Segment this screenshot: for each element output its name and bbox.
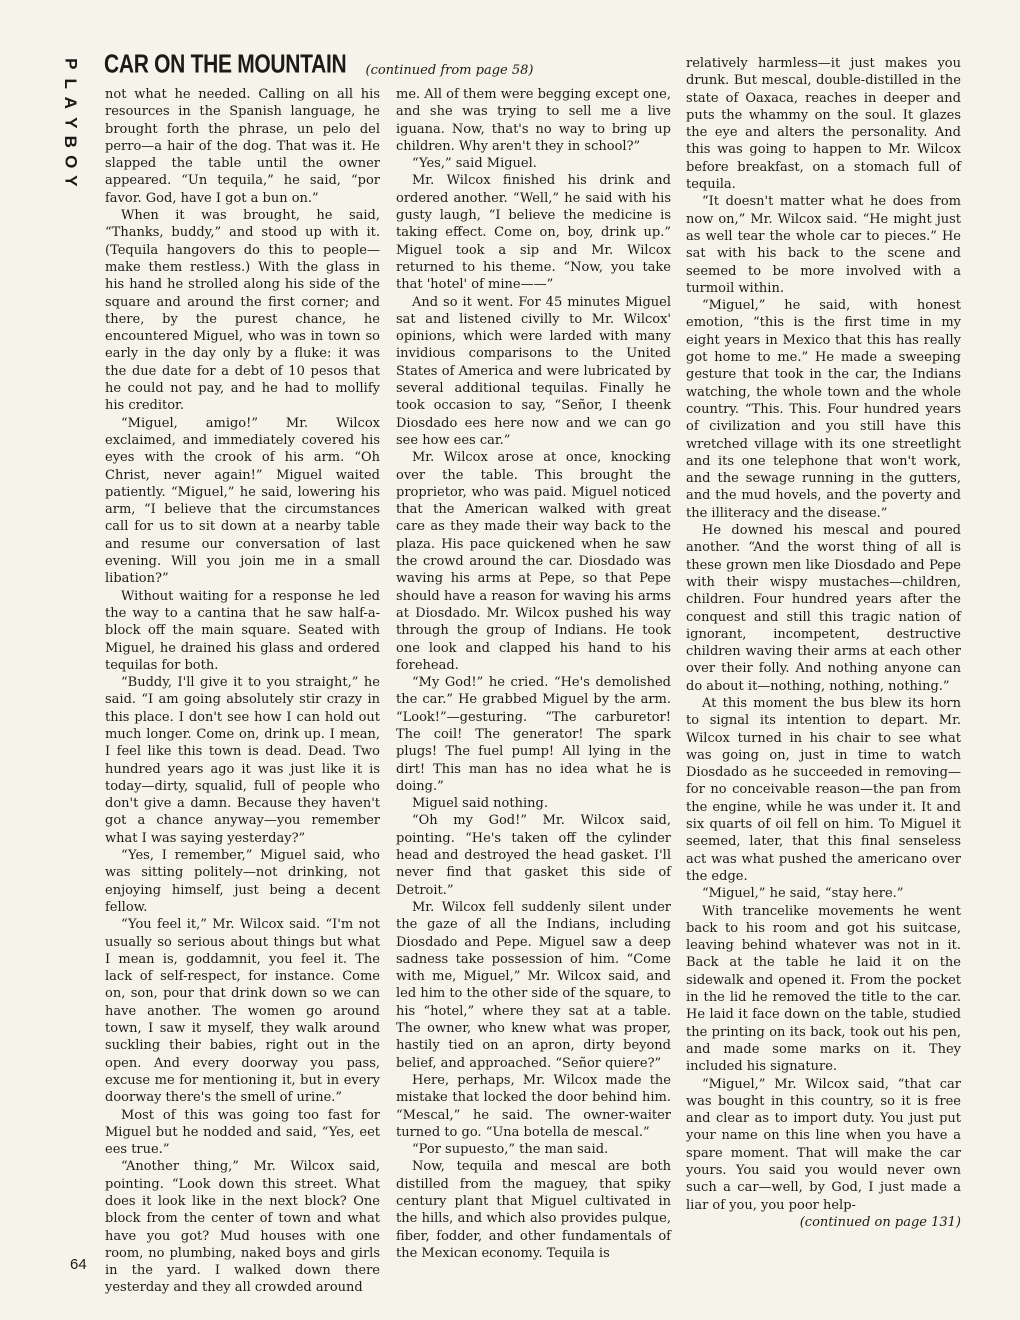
paragraph: Mr. Wilcox arose at once, knocking over the table. This brought the proprietor, who was paid. Miguel noticed that the American walked with great care as they made their way back to the plaza. His pace quickened when he saw the crowd around the car. Diosdado was waving his arms at Pepe, so that Pepe should have a reason for waving his arms at Diosdado. Mr. Wilcox pushed his way through the group of Indians. He took one look and clapped his hand to his forehead. — [396, 450, 671, 673]
paragraph: “Yes, I remember,” Miguel said, who was sitting politely—not drinking, not enjoying himself, just being a decent fellow. — [105, 848, 380, 915]
page-number: 64 — [70, 1256, 87, 1273]
magazine-letter: L — [61, 78, 81, 89]
continued-to-note: (continued on page 131) — [799, 1214, 961, 1230]
paragraph: relatively harmless—it just makes you drunk. But mescal, double-distilled in the state of Oaxaca, reaches in deeper and puts the whammy on the soul. It glazes the eye and alters the personality. And this was going to happen to Mr. Wilcox before breakfast, on a stomach full of tequila. — [686, 56, 961, 193]
paragraph: “Miguel,” Mr. Wilcox said, “that car was bought in this country, so it is free and clear as to import duty. You just put your name on this line when you have a spare moment. That will make the car yours. You said you would never own such a car—well, by God, I just made a liar of you, you poor help- — [686, 1076, 961, 1213]
magazine-letter: B — [61, 135, 81, 148]
paragraph: Mr. Wilcox fell suddenly silent under the gaze of all the Indians, including Diosdado and Pepe. Miguel saw a deep sadness take possession of him. “Come with me, Miguel,” Mr. Wilcox said, and led him to the other side of the square, to his “hotel,” where they sat at a table. The owner, who knew what was proper, hastily tied on an apron, dirty beyond belief, and approached. “Señor quiere?” — [396, 899, 671, 1071]
paragraph: Now, tequila and mescal are both distilled from the maguey, that spiky century plant that Miguel cultivated in the hills, and which also provides pulque, fiber, fodder, and other fundamentals of the Mexican economy. Tequila is — [396, 1159, 671, 1261]
magazine-letter: Y — [61, 116, 81, 128]
paragraph: “My God!” he cried. “He's demolished the car.” He grabbed Miguel by the arm. “Look!”—gesturing. “The carburetor! The coil! The generator! The spark plugs! The fuel pump! All lying in the dirt! This man has no idea what he is doing.” — [396, 675, 671, 794]
paragraph: Most of this was going too fast for Miguel but he nodded and said, “Yes, eet ees true.” — [105, 1107, 380, 1158]
magazine-letter: Y — [61, 175, 81, 187]
paragraph: Miguel said nothing. — [412, 796, 548, 812]
text-column-1 — [105, 86, 380, 1297]
text-column-2 — [396, 86, 671, 1262]
paragraph: “Yes,” said Miguel. — [412, 156, 537, 172]
article-headline — [104, 50, 534, 80]
paragraph: And so it went. For 45 minutes Miguel sat and listened civilly to Mr. Wilcox' opinions, which were larded with many invidious comparisons to the United States of America and were lubricated by several additional tequilas. Finally he took occasion to say, “Señor, I theenk Diosdado ees here now and we can go see how ees car.” — [396, 294, 671, 448]
paragraph: Without waiting for a response he led the way to a cantina that he saw half-a-block off the main square. Seated with Miguel, he drained his glass and ordered tequilas for both. — [105, 588, 380, 673]
paragraph: “Miguel, amigo!” Mr. Wilcox exclaimed, and immediately covered his eyes with the crook of his arm. “Oh Christ, never again!” Miguel waited patiently. “Miguel,” he said, lowering his arm, “I believe that the circumstances call for us to sit down at a nearby table and resume our conversation of last evening. Will you join me in a small libation?” — [105, 415, 380, 587]
paragraph: “It doesn't matter what he does from now on,” Mr. Wilcox said. “He might just as well tear the whole car to pieces.” He sat with his back to the scene and seemed to be more involved with a turmoil within. — [686, 194, 961, 296]
magazine-letter: P — [61, 58, 81, 70]
continued-from-note: (continued from page 58) — [365, 63, 534, 78]
paragraph: When it was brought, he said, “Thanks, buddy,” and stood up with it. (Tequila hangovers do this to people—make them restless.) With the glass in his hand he strolled along his side of the square and around the first corner; and there, by the purest chance, he encountered Miguel, who was in town so early in the day only by a fluke: it was the due date for a debt of 10 pesos that he could not pay, and he had to mollify his creditor. — [105, 208, 380, 414]
paragraph: “Por supuesto,” the man said. — [412, 1142, 609, 1158]
paragraph: Here, perhaps, Mr. Wilcox made the mistake that locked the door behind him. “Mescal,” he said. The owner-waiter turned to go. “Una botella de mescal.” — [396, 1072, 671, 1140]
magazine-letter: O — [61, 154, 81, 168]
paragraph: “Miguel,” he said, with honest emotion, “this is the first time in my eight years in Mexico that this has really got home to me.” He made a sweeping gesture that took in the car, the Indians watching, the whole town and the whole country. “This. This. Four hundred years of civilization and you still have this wretched village with its one streetlight and its one telephone that won't work, and the sewage running in the gutters, and the mud hovels, and the poverty and the illiteracy and the disease.” — [686, 298, 961, 521]
paragraph: He downed his mescal and poured another. “And the worst thing of all is these grown men like Diosdado and Pepe with their wispy mustaches—children, children. Four hundred years after the conquest and still this tragic nation of ignorant, incompetent, destructive children waving their arms at each other over their folly. And nothing anyone can do about it—nothing, nothing, nothing.” — [686, 523, 961, 694]
text-column-3 — [686, 55, 961, 1231]
paragraph: not what he needed. Calling on all his resources in the Spanish language, he brought forth the phrase, un pelo del perro—a hair of the dog. That was it. He slapped the table until the owner appeared. “Un tequila,” he said, “por favor. God, have I got a bun on.” — [105, 87, 380, 206]
paragraph: With trancelike movements he went back to his room and got his suitcase, leaving behind whatever was not in it. Back at the table he laid it on the sidewalk and opened it. From the pocket in the lid he removed the title to the car. He laid it face down on the table, studied the printing on its back, took out his pen, and made some marks on it. They included his signature. — [686, 903, 961, 1075]
paragraph: Mr. Wilcox finished his drink and ordered another. “Well,” he said with his gusty laugh, “I believe the medicine is taking effect. Come on, boy, drink up.” Miguel took a sip and Mr. Wilcox returned to his theme. “Now, you take that 'hotel' of mine——” — [396, 173, 671, 293]
paragraph: me. All of them were begging except one, and she was trying to sell me a live iguana. Now, that's no way to bring up children. Why aren't they in school?” — [396, 87, 671, 154]
paragraph: At this moment the bus blew its horn to signal its intention to depart. Mr. Wilcox turned in his chair to see what was going on, just in time to watch Diosdado as he succeeded in removing—for no conceivable reason—the pan from the engine, while he was under it. It and six quarts of oil fell on him. To Miguel it seemed, later, that this final senseless act was what pushed the americano over the edge. — [686, 695, 961, 884]
paragraph: “Oh my God!” Mr. Wilcox said, pointing. “He's taken off the cylinder head and destroyed the head gasket. I'll never find that gasket this side of Detroit.” — [396, 813, 671, 898]
paragraph: “Another thing,” Mr. Wilcox said, pointing. “Look down this street. What does it look like in the next block? One block from the center of town and what have you got? Mud houses with one room, no plumbing, naked boys and girls in the yard. I walked down there yesterday and they all crowded around — [105, 1159, 380, 1296]
paragraph: “You feel it,” Mr. Wilcox said. “I'm not usually so serious about things but what I mean is, goddamnit, you feel it. The lack of self-respect, for instance. Come on, son, pour that drink down so we can have another. The women go around town, I saw it myself, they walk around suckling their babies, right out in the open. And every doorway you pass, excuse me for mentioning it, but in every doorway there's the smell of urine.” — [105, 917, 380, 1106]
paragraph: “Miguel,” he said, “stay here.” — [702, 886, 904, 902]
magazine-letter: A — [61, 96, 81, 109]
magazine-name-vertical — [61, 54, 81, 191]
article-title: CAR ON THE MOUNTAIN — [104, 50, 347, 79]
paragraph: “Buddy, I'll give it to you straight,” he said. “I am going absolutely stir crazy in this place. I don't see how I can hold out much longer. Come on, drink up. I mean, I feel like this town is dead. Dead. Two hundred years ago it was just like it is today—dirty, squalid, full of people who don't give a damn. Because they haven't got a chance anyway—you remember what I was saying yesterday?” — [105, 675, 380, 846]
